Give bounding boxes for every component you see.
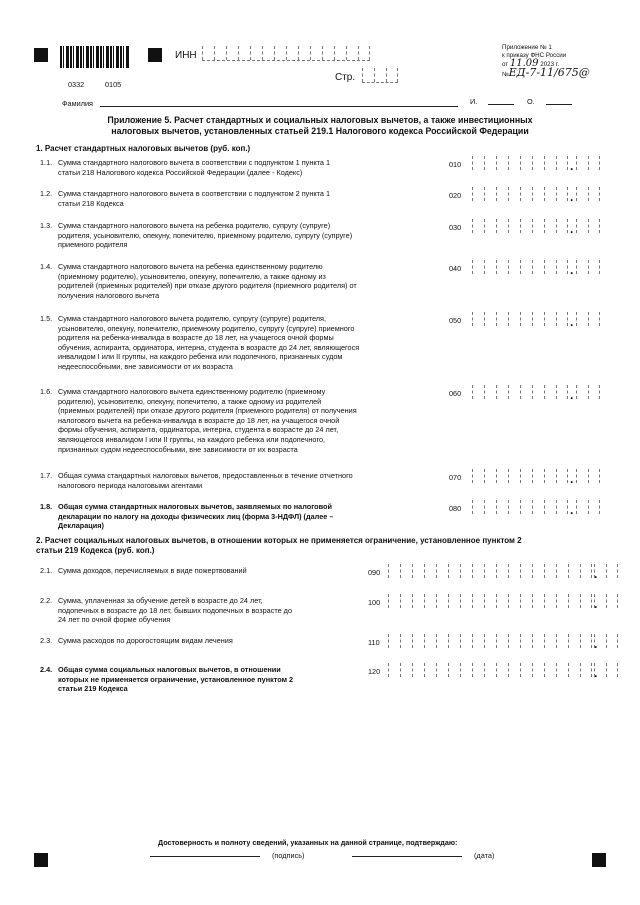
initial-i-label: И. — [470, 97, 478, 106]
amount-kopecks-field[interactable] — [576, 219, 600, 233]
line-code: 120 — [368, 667, 381, 676]
amount-rubles-field[interactable] — [472, 219, 568, 233]
surname-label: Фамилия — [62, 99, 93, 108]
amount-rubles-field[interactable] — [472, 156, 568, 170]
amount-rubles-field[interactable] — [472, 385, 568, 399]
row-label: Сумма стандартного налогового вычета в соответствии с подпунктом 2 пункта 1 статьи 218 Кодекса — [58, 189, 331, 208]
decimal-point: . — [570, 315, 574, 329]
amount-kopecks-field[interactable] — [576, 187, 600, 201]
row-label: Общая сумма стандартных налоговых вычетов, предоставленных в течение отчетного налогового периода налоговыми агентами — [58, 471, 353, 490]
decimal-point: . — [570, 222, 574, 236]
amount-kopecks-field[interactable] — [576, 312, 600, 326]
corner-marker — [148, 48, 162, 62]
decimal-point: . — [594, 597, 598, 611]
appendix-note: Приложение № 1 к приказу ФНС России от 11.09 2023 г. №ЕД-7-11/675@ — [502, 44, 590, 79]
row-label: Сумма стандартного налогового вычета единственному родителю (приемному родителю), усыновителю, опекуну, попечителю, а также одному из родителей (приемных родителей) при отказе другого родителя (приемного родителя) от получения налогового вычета на ребенка-инвалида в возрасте до 18 лет, на учащегося очной формы обучения, аспиранта, ординатора, интерна, студента в возрасте до 24 лет, являющегося инвалидом I или II группы, на каждого ребенка или подопечного, признанных судом недееспособными, вне зависимости от их возраста — [58, 387, 357, 454]
line-code: 110 — [368, 638, 380, 647]
inn-label: ИНН — [175, 50, 197, 61]
line-code: 060 — [449, 389, 462, 398]
confirmation-text: Достоверность и полноту сведений, указанных на данной странице, подтверждаю: — [158, 838, 458, 847]
amount-kopecks-field[interactable] — [594, 663, 618, 680]
line-code: 080 — [449, 504, 462, 513]
decimal-point: . — [570, 159, 574, 173]
corner-marker — [592, 853, 606, 867]
amount-kopecks-field[interactable] — [594, 634, 618, 651]
page-field[interactable] — [362, 68, 398, 83]
amount-kopecks-field[interactable] — [576, 260, 600, 274]
decimal-point: . — [570, 263, 574, 277]
row-label: Сумма расходов по дорогостоящим видам лечения — [58, 636, 233, 645]
line-code: 070 — [449, 473, 462, 482]
page-label: Стр. — [335, 72, 356, 83]
row-number: 1.3. — [40, 221, 53, 230]
amount-kopecks-field[interactable] — [576, 500, 600, 514]
row-number: 1.7. — [40, 471, 53, 480]
row-number: 1.6. — [40, 387, 53, 396]
barcode — [60, 46, 130, 68]
surname-field[interactable] — [100, 106, 458, 107]
amount-rubles-field[interactable] — [472, 187, 568, 201]
line-code: 100 — [368, 598, 381, 607]
inn-field[interactable] — [202, 46, 370, 61]
amount-kopecks-field[interactable] — [576, 385, 600, 399]
section1-title: 1. Расчет стандартных налоговых вычетов (руб. коп.) — [36, 144, 251, 153]
row-number: 1.5. — [40, 314, 53, 323]
row-label: Общая сумма стандартных налоговых вычетов, заявляемых по налоговой декларации по налогу на доходы физических лиц (форма 3-НДФЛ) (далее – Декларация) — [58, 502, 334, 531]
amount-rubles-field[interactable] — [388, 634, 592, 648]
line-code: 030 — [449, 223, 462, 232]
row-label: Сумма стандартного налогового вычета на ребенка единственному родителю (приемному родителю), усыновителю, опекуну, попечителю, а также одному из родителей (приемных родителей) при отказе другого родителя (приемного родителя) от получения налогового вычета — [58, 262, 357, 300]
amount-rubles-field[interactable] — [388, 663, 592, 677]
corner-marker — [34, 853, 48, 867]
amount-rubles-field[interactable] — [388, 594, 592, 608]
row-label: Сумма стандартного налогового вычета в соответствии с подпунктом 1 пункта 1 статьи 218 Налогового кодекса Российской Федерации (далее - Кодекс) — [58, 158, 331, 177]
line-code: 090 — [368, 568, 381, 577]
row-label: Сумма стандартного налогового вычета родителю, супругу (супруге) родителя, усыновителю, опекуну, попечителю, приемному родителю, супругу (супруге) приемного родителя на ребенка-инвалида в возрасте до 18 лет, на учащегося очной формы обучения, аспиранта, ординатора, интерна, студента в возрасте до 24 лет, являющегося инвалидом I или II группы, на каждого ребенка или подопечного, признанных судом недееспособными, вне зависимости от их возраста — [58, 314, 360, 371]
row-label: Сумма стандартного налогового вычета на ребенка родителю, супругу (супруге) родителя, усыновителю, опекуну, попечителю, приемному родителю, супругу (супруге) приемного родителя — [58, 221, 353, 250]
row-number: 2.4. — [40, 665, 53, 674]
line-code: 020 — [449, 191, 462, 200]
amount-kopecks-field[interactable] — [594, 564, 618, 581]
amount-kopecks-field[interactable] — [576, 469, 600, 483]
decimal-point: . — [594, 567, 598, 581]
row-number: 2.1. — [40, 566, 53, 575]
row-number: 1.2. — [40, 189, 53, 198]
initial-o-field[interactable] — [546, 104, 572, 105]
initial-o-label: О. — [527, 97, 535, 106]
row-label: Сумма доходов, перечисляемых в виде пожертвований — [58, 566, 247, 575]
decimal-point: . — [570, 472, 574, 486]
corner-marker — [34, 48, 48, 62]
decimal-point: . — [570, 190, 574, 204]
row-number: 2.3. — [40, 636, 53, 645]
signature-label: (подпись) — [272, 851, 305, 860]
amount-rubles-field[interactable] — [472, 469, 568, 483]
amount-rubles-field[interactable] — [388, 564, 592, 578]
row-label: Сумма, уплаченная за обучение детей в возрасте до 24 лет, подопечных в возрасте до 18 лет, бывших подопечных в возрасте до 24 лет по очной форме обучения — [58, 596, 292, 625]
barcode-number: 0332 — [68, 80, 85, 89]
barcode-number: 0105 — [105, 80, 122, 89]
row-number: 1.8. — [40, 502, 53, 511]
amount-kopecks-field[interactable] — [594, 594, 618, 611]
row-number: 1.1. — [40, 158, 53, 167]
initial-i-field[interactable] — [488, 104, 514, 105]
line-code: 010 — [449, 160, 462, 169]
amount-rubles-field[interactable] — [472, 312, 568, 326]
decimal-point: . — [594, 637, 598, 651]
decimal-point: . — [570, 503, 574, 517]
line-code: 050 — [449, 316, 462, 325]
row-label: Общая сумма социальных налоговых вычетов, в отношении которых не применяется ограничение, установленное пунктом 2 статьи 219 Кодекса — [58, 665, 294, 694]
amount-rubles-field[interactable] — [472, 260, 568, 274]
date-field[interactable] — [352, 856, 462, 857]
section2-title: 2. Расчет социальных налоговых вычетов, в отношении которых не применяется ограничение, установленное пунктом 2 статьи 219 Кодекса (руб. коп.) — [36, 536, 522, 555]
decimal-point: . — [570, 388, 574, 402]
row-number: 2.2. — [40, 596, 53, 605]
amount-rubles-field[interactable] — [472, 500, 568, 514]
page-title: Приложение 5. Расчет стандартных и социальных налоговых вычетов, а также инвестиционных налоговых вычетов, установленных статьей 219.1 Налогового кодекса Российской Федерации — [107, 115, 533, 136]
row-number: 1.4. — [40, 262, 53, 271]
amount-kopecks-field[interactable] — [576, 156, 600, 170]
line-code: 040 — [449, 264, 462, 273]
date-label: (дата) — [474, 851, 495, 860]
signature-field[interactable] — [150, 856, 260, 857]
decimal-point: . — [594, 666, 598, 680]
